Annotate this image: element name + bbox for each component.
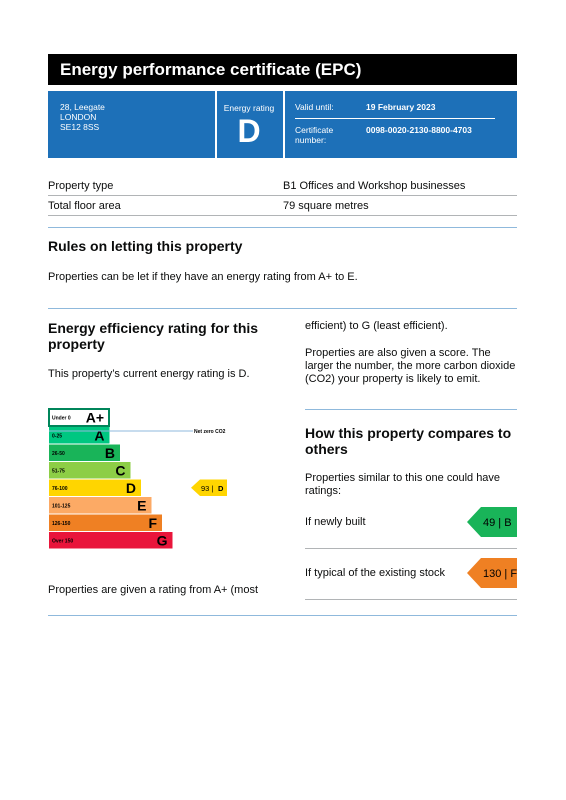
valid-until-value: 19 February 2023 xyxy=(366,102,436,112)
rating-range-text: Properties are given a rating from A+ (most xyxy=(48,584,259,596)
rating-band-range: 126-150 xyxy=(52,520,71,527)
rating-band-range: 76-100 xyxy=(52,485,68,492)
rating-band-range: 101-125 xyxy=(52,503,71,510)
current-rating-letter: D xyxy=(218,483,224,493)
address-block xyxy=(60,102,105,132)
certificate-header xyxy=(48,91,517,158)
divider xyxy=(215,91,217,158)
rating-band-range: 51-75 xyxy=(52,468,65,475)
rating-band-range: Over 150 xyxy=(52,538,74,545)
rating-band-letter: B xyxy=(104,444,115,461)
rating-band-letter: C xyxy=(115,462,126,479)
compare-arrow xyxy=(467,507,517,537)
rules-heading: Rules on letting this property xyxy=(48,238,243,254)
property-value: 79 square metres xyxy=(283,200,369,212)
address-postcode: SE12 8SS xyxy=(60,122,100,132)
compare-label: If typical of the existing stock xyxy=(305,567,446,579)
rating-band-range: 0-25 xyxy=(52,433,63,440)
section-divider xyxy=(48,615,517,616)
compare-label: If newly built xyxy=(305,516,366,528)
current-rating-text: This property’s current energy rating is D. xyxy=(48,368,250,380)
net-zero-label: Net zero CO2 xyxy=(194,429,226,435)
certificate-number-label: Certificate number: xyxy=(295,125,334,145)
energy-rating-label: Energy rating xyxy=(223,103,275,113)
rating-band-range: Under 0 xyxy=(52,415,71,422)
rating-range-text-cont: efficient) to G (least efficient). xyxy=(305,320,448,332)
rating-band-letter: A xyxy=(94,427,105,444)
compare-arrow xyxy=(467,558,517,588)
compare-value: 49 | B xyxy=(483,517,512,529)
divider xyxy=(283,91,285,158)
section-divider xyxy=(48,227,517,228)
property-type-row xyxy=(48,176,517,196)
certificate-number-value: 0098-0020-2130-8800-4703 xyxy=(366,125,472,135)
address-line2: LONDON xyxy=(60,112,97,122)
rules-text: Properties can be let if they have an energy rating from A+ to E. xyxy=(48,271,358,283)
address-line1: 28, Leegate xyxy=(60,102,105,112)
divider xyxy=(295,118,495,119)
rating-band-letter: F xyxy=(148,514,157,531)
energy-rating-letter: D xyxy=(237,113,261,149)
floor-area-row xyxy=(48,196,517,216)
rating-band-letter: G xyxy=(156,532,168,549)
property-key: Total floor area xyxy=(48,200,121,212)
score-explanation: Properties are also given a score. The larger the number, the more carbon dioxide (CO2) your property is likely to emit. xyxy=(305,347,516,385)
rating-band-letter: E xyxy=(137,497,147,514)
rating-band-letter: D xyxy=(125,479,136,496)
energy-rating-chart xyxy=(48,408,248,558)
compare-row-typical xyxy=(305,549,517,600)
compare-value: 130 | F xyxy=(483,568,517,580)
compare-heading: How this property compares to others xyxy=(305,425,512,457)
rating-band-range: 26-50 xyxy=(52,450,65,457)
current-rating-score: 93 | xyxy=(201,483,214,493)
property-key: Property type xyxy=(48,180,114,192)
section-divider xyxy=(305,409,517,410)
rating-band-letter: A+ xyxy=(85,409,104,426)
page-title: Energy performance certificate (EPC) xyxy=(48,54,517,85)
efficiency-heading: Energy efficiency rating for this property xyxy=(48,320,259,352)
compare-intro: Properties similar to this one could have ratings: xyxy=(305,472,501,497)
property-value: B1 Offices and Workshop businesses xyxy=(283,180,466,192)
energy-rating-chart-svg xyxy=(48,408,248,558)
section-divider xyxy=(48,308,517,309)
valid-until-label: Valid until: xyxy=(295,102,334,112)
compare-row-new xyxy=(305,498,517,549)
